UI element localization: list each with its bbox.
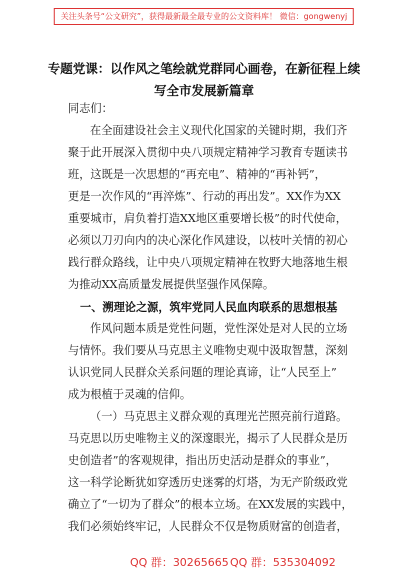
paragraph-line: 班，这既是一次思想的“再充电”、精神的“再补钙”， — [68, 168, 326, 181]
paragraph-line: 确立了“一切为了群众”的根本立场。在XX发展的实践中， — [68, 498, 353, 511]
paragraph-line: 马克思以历史唯物主义的深邃眼光，揭示了人民群众是历 — [68, 432, 348, 445]
paragraph-line: 与情怀。我们要从马克思主义唯物史观中汲取智慧，深刻 — [68, 344, 348, 357]
promo-banner: 关注头条号“公文研究”，获得最新最全最专业的公文资料库！ 微信：gongwenyj — [54, 8, 354, 25]
paragraph-line: 这一科学论断犹如穿透历史迷雾的灯塔，为无产阶级政党 — [68, 476, 348, 489]
paragraph-line: 为推动XX高质量发展提供坚强作风保障。 — [68, 278, 275, 291]
paragraph-line: 聚于此开展深入贯彻中央八项规定精神学习教育专题读书 — [68, 146, 348, 159]
paragraph-line: 史创造者”的客观规律，指出历史活动是群众的事业”， — [68, 454, 337, 467]
paragraph-line: 认识党同人民群众关系问题的理论真谛，让“人民至上” — [68, 366, 337, 379]
salutation: 同志们： — [68, 102, 113, 115]
paragraph-line: 必须以刀刃向内的决心深化作风建设，以枝叶关情的初心 — [68, 234, 348, 247]
section-heading: 一、溯理论之源，筑牢党同人民血肉联系的思想根基 — [80, 300, 338, 314]
paragraph-line: 践行群众路线，让中央八项规定精神在牧野大地落地生根 — [68, 256, 348, 269]
footer-qq-group-2: QQ 群：535304092 — [230, 556, 336, 569]
document-title-line-1: 专题党课：以作风之笔绘就党群同心画卷，在新征程上续 — [47, 61, 361, 76]
paragraph-line: 在全面建设社会主义现代化国家的关键时期，我们齐 — [90, 124, 348, 137]
paragraph-line: 重要城市，肩负着打造XX地区重要增长极”的时代使命， — [68, 212, 347, 225]
document-title-line-2: 写全市发展新篇章 — [153, 83, 254, 98]
paragraph-line: 成为根植于灵魂的信仰。 — [68, 388, 192, 401]
paragraph-line: 作风问题本质是党性问题，党性深处是对人民的立场 — [90, 322, 348, 335]
paragraph-line: 我们必须始终牢记，人民群众不仅是物质财富的创造者， — [68, 520, 348, 533]
paragraph-line: 更是一次作风的“再淬炼”、行动的再出发”。XX作为XX — [68, 190, 341, 203]
footer-qq-group-1: QQ 群：30265665 — [130, 556, 229, 569]
subsection-heading: （一）马克思主义群众观的真理光芒照亮前行道路。 — [90, 410, 348, 423]
